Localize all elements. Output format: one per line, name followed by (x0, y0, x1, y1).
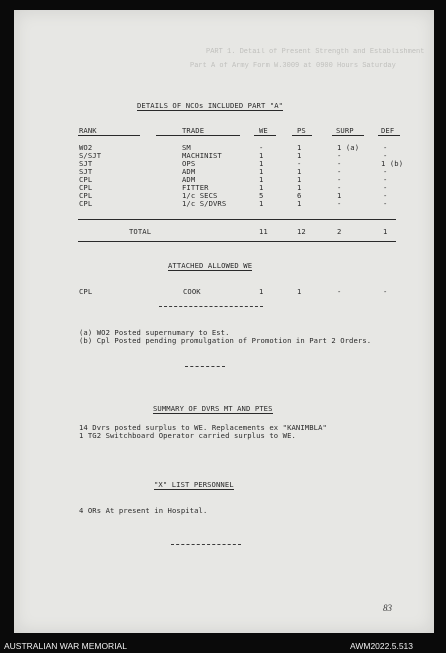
cell-rank: CPL (79, 175, 93, 184)
cell-we: 1 (259, 159, 264, 168)
cell-trade: 1/c SECS (182, 191, 218, 200)
header-ps: PS (297, 126, 306, 135)
cell-rank: SJT (79, 159, 93, 168)
cell-rank: CPL (79, 183, 93, 192)
cell-surp: 1 (a) (337, 143, 360, 152)
cell-def: - (383, 167, 388, 176)
cell-def: - (383, 287, 388, 296)
cell-we: 1 (259, 167, 264, 176)
xlist-line: 4 ORs At present in Hospital. (79, 506, 208, 515)
cell-trade: MACHINIST (182, 151, 222, 160)
cell-def: - (383, 143, 388, 152)
cell-surp: - (337, 175, 342, 184)
note-b: (b) Cpl Posted pending promulgation of Promotion in Part 2 Orders. (79, 336, 372, 345)
ghost-line-1: PART 1. Detail of Present Strength and Establishment (206, 48, 425, 56)
cell-surp: 1 (337, 191, 342, 200)
footer-reference: AWM2022.5.513 (350, 641, 413, 651)
page-number: 83 (383, 603, 392, 613)
cell-ps: 1 (297, 199, 302, 208)
section-divider (159, 306, 263, 307)
cell-ps: 1 (297, 167, 302, 176)
header-underline-trade (156, 135, 240, 136)
cell-surp: - (337, 167, 342, 176)
cell-rank: S/SJT (79, 151, 102, 160)
table-title: DETAILS OF NCOs INCLUDED PART "A" (137, 101, 284, 110)
cell-surp: - (337, 199, 342, 208)
cell-trade: COOK (183, 287, 201, 296)
cell-surp: - (337, 159, 342, 168)
total-surp: 2 (337, 227, 342, 236)
archive-footer (0, 639, 446, 653)
header-trade: TRADE (182, 126, 205, 135)
attached-heading: ATTACHED ALLOWED WE (168, 261, 253, 270)
ghost-line-2: Part A of Army Form W.3009 at 0900 Hours Saturday (190, 62, 396, 70)
footer-source: AUSTRALIAN WAR MEMORIAL (4, 641, 127, 651)
xlist-heading: "X" LIST PERSONNEL (154, 480, 234, 489)
cell-ps: - (297, 159, 302, 168)
cell-we: 1 (259, 175, 264, 184)
cell-surp: - (337, 151, 342, 160)
total-we: 11 (259, 227, 268, 236)
section-divider (171, 544, 241, 545)
header-def: DEF (381, 126, 395, 135)
header-underline-ps (292, 135, 312, 136)
cell-rank: WO2 (79, 143, 93, 152)
header-rank: RANK (79, 126, 97, 135)
cell-rank: CPL (79, 199, 93, 208)
header-underline-surp (332, 135, 364, 136)
cell-trade: ADM (182, 167, 196, 176)
cell-we: 1 (259, 183, 264, 192)
cell-def: - (383, 151, 388, 160)
cell-ps: 1 (297, 143, 302, 152)
total-rule-top (78, 219, 396, 220)
cell-trade: 1/c S/DVRS (182, 199, 227, 208)
cell-surp: - (337, 183, 342, 192)
cell-we: 1 (259, 151, 264, 160)
cell-we: 1 (259, 199, 264, 208)
cell-def: - (383, 191, 388, 200)
total-def: 1 (383, 227, 388, 236)
cell-rank: CPL (79, 191, 93, 200)
cell-def: - (383, 199, 388, 208)
cell-surp: - (337, 287, 342, 296)
cell-ps: 6 (297, 191, 302, 200)
summary-heading: SUMMARY OF DVRS MT AND PTES (153, 404, 273, 413)
summary-line-2: 1 TG2 Switchboard Operator carried surplus to WE. (79, 431, 296, 440)
cell-we: - (259, 143, 264, 152)
cell-trade: OPS (182, 159, 196, 168)
cell-trade: FITTER (182, 183, 209, 192)
header-surp: SURP (336, 126, 354, 135)
cell-ps: 1 (297, 183, 302, 192)
cell-ps: 1 (297, 151, 302, 160)
header-underline-we (254, 135, 276, 136)
cell-def: - (383, 183, 388, 192)
header-underline-def (378, 135, 400, 136)
cell-def: - (383, 175, 388, 184)
total-rule-bottom (78, 241, 396, 242)
cell-rank: CPL (79, 287, 93, 296)
cell-trade: ADM (182, 175, 196, 184)
total-label: TOTAL (129, 227, 152, 236)
note-a: (a) WO2 Posted supernumary to Est. (79, 328, 230, 337)
section-divider (185, 366, 225, 367)
cell-def: 1 (b) (381, 159, 404, 168)
cell-we: 5 (259, 191, 264, 200)
cell-ps: 1 (297, 287, 302, 296)
cell-rank: SJT (79, 167, 93, 176)
header-we: WE (259, 126, 268, 135)
cell-trade: SM (182, 143, 191, 152)
summary-line-1: 14 Dvrs posted surplus to WE. Replacements ex "KANIMBLA" (79, 423, 327, 432)
total-ps: 12 (297, 227, 306, 236)
cell-ps: 1 (297, 175, 302, 184)
header-underline-rank (78, 135, 140, 136)
cell-we: 1 (259, 287, 264, 296)
